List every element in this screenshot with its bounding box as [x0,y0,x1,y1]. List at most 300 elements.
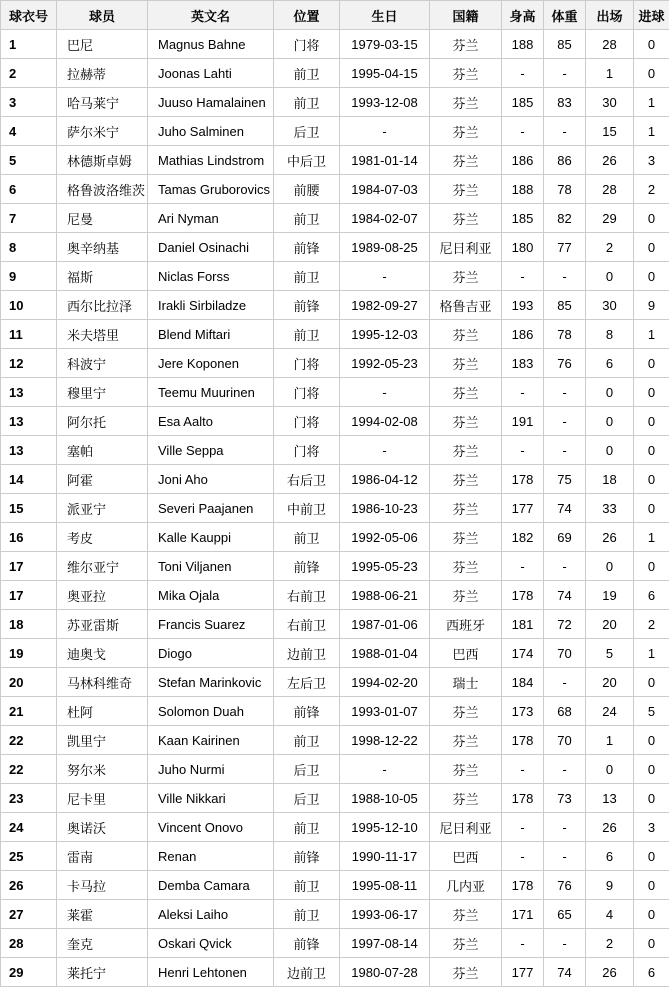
cell-goals: 0 [634,755,669,784]
cell-number: 23 [1,784,57,813]
cell-number: 29 [1,958,57,987]
cell-appearances: 28 [586,175,634,204]
cell-position: 前卫 [274,88,340,117]
cell-appearances: 0 [586,262,634,291]
cell-height: 184 [502,668,544,697]
cell-position: 前卫 [274,262,340,291]
cell-appearances: 6 [586,842,634,871]
cell-position: 边前卫 [274,958,340,987]
cell-nationality: 芬兰 [430,552,502,581]
cell-nationality: 芬兰 [430,581,502,610]
cell-name: 迪奥戈 [57,639,148,668]
table-row [1,900,669,929]
cell-nationality: 尼日利亚 [430,233,502,262]
cell-name: 林德斯卓姆 [57,146,148,175]
cell-goals: 0 [634,59,669,88]
cell-nationality: 芬兰 [430,697,502,726]
cell-number: 11 [1,320,57,349]
cell-height: - [502,262,544,291]
table-row [1,842,669,871]
cell-name: 凯里宁 [57,726,148,755]
cell-nationality: 芬兰 [430,465,502,494]
cell-height: - [502,59,544,88]
cell-weight: 78 [544,175,586,204]
cell-birthday: 1993-12-08 [340,88,430,117]
cell-goals: 1 [634,117,669,146]
cell-number: 20 [1,668,57,697]
cell-english-name: Mika Ojala [148,581,274,610]
cell-appearances: 18 [586,465,634,494]
cell-english-name: Esa Aalto [148,407,274,436]
cell-position: 前卫 [274,900,340,929]
cell-nationality: 芬兰 [430,958,502,987]
cell-number: 3 [1,88,57,117]
cell-weight: 70 [544,639,586,668]
table-row [1,378,669,407]
cell-name: 考皮 [57,523,148,552]
cell-weight: 74 [544,494,586,523]
cell-number: 12 [1,349,57,378]
cell-english-name: Severi Paajanen [148,494,274,523]
cell-birthday: - [340,262,430,291]
cell-birthday: - [340,378,430,407]
cell-appearances: 5 [586,639,634,668]
cell-height: 193 [502,291,544,320]
cell-appearances: 26 [586,523,634,552]
cell-position: 右前卫 [274,610,340,639]
cell-weight: - [544,842,586,871]
cell-weight: 74 [544,958,586,987]
cell-position: 前卫 [274,871,340,900]
cell-number: 15 [1,494,57,523]
cell-position: 右前卫 [274,581,340,610]
cell-english-name: Oskari Qvick [148,929,274,958]
cell-nationality: 芬兰 [430,494,502,523]
cell-nationality: 巴西 [430,842,502,871]
cell-weight: - [544,436,586,465]
cell-height: 188 [502,30,544,59]
table-row [1,117,669,146]
cell-nationality: 芬兰 [430,349,502,378]
header-row [1,1,669,30]
cell-name: 奥辛纳基 [57,233,148,262]
cell-name: 维尔亚宁 [57,552,148,581]
cell-goals: 0 [634,900,669,929]
cell-nationality: 芬兰 [430,726,502,755]
cell-height: 185 [502,88,544,117]
cell-birthday: 1979-03-15 [340,30,430,59]
cell-birthday: 1995-08-11 [340,871,430,900]
cell-number: 5 [1,146,57,175]
cell-goals: 0 [634,378,669,407]
cell-height: 186 [502,320,544,349]
table-row [1,436,669,465]
cell-goals: 5 [634,697,669,726]
table-row [1,465,669,494]
cell-name: 塞帕 [57,436,148,465]
cell-birthday: 1980-07-28 [340,958,430,987]
cell-name: 福斯 [57,262,148,291]
cell-height: - [502,436,544,465]
table-row [1,407,669,436]
cell-name: 尼卡里 [57,784,148,813]
cell-position: 前锋 [274,233,340,262]
cell-english-name: Tamas Gruborovics [148,175,274,204]
table-row [1,349,669,378]
cell-english-name: Aleksi Laiho [148,900,274,929]
table-row [1,697,669,726]
cell-weight: - [544,59,586,88]
cell-height: 177 [502,958,544,987]
cell-appearances: 0 [586,755,634,784]
cell-position: 前卫 [274,59,340,88]
cell-birthday: 1986-10-23 [340,494,430,523]
cell-weight: - [544,552,586,581]
cell-birthday: 1986-04-12 [340,465,430,494]
cell-height: - [502,378,544,407]
cell-height: 191 [502,407,544,436]
column-header-height: 身高 [502,1,544,30]
cell-nationality: 芬兰 [430,320,502,349]
cell-appearances: 30 [586,291,634,320]
cell-number: 14 [1,465,57,494]
cell-birthday: 1981-01-14 [340,146,430,175]
cell-number: 28 [1,929,57,958]
cell-number: 19 [1,639,57,668]
cell-position: 前锋 [274,929,340,958]
cell-height: 188 [502,175,544,204]
cell-birthday: 1987-01-06 [340,610,430,639]
cell-number: 17 [1,552,57,581]
table-row [1,726,669,755]
cell-name: 卡马拉 [57,871,148,900]
cell-english-name: Demba Camara [148,871,274,900]
column-header-position: 位置 [274,1,340,30]
cell-weight: 75 [544,465,586,494]
cell-height: - [502,552,544,581]
cell-position: 中前卫 [274,494,340,523]
cell-number: 21 [1,697,57,726]
cell-position: 后卫 [274,755,340,784]
cell-english-name: Toni Viljanen [148,552,274,581]
cell-number: 7 [1,204,57,233]
cell-english-name: Kalle Kauppi [148,523,274,552]
cell-nationality: 巴西 [430,639,502,668]
cell-weight: - [544,262,586,291]
cell-name: 穆里宁 [57,378,148,407]
cell-nationality: 芬兰 [430,59,502,88]
cell-name: 奎克 [57,929,148,958]
cell-number: 6 [1,175,57,204]
table-row [1,494,669,523]
cell-position: 前卫 [274,204,340,233]
cell-appearances: 13 [586,784,634,813]
cell-appearances: 26 [586,813,634,842]
column-header-english-name: 英文名 [148,1,274,30]
cell-appearances: 33 [586,494,634,523]
cell-goals: 6 [634,958,669,987]
table-row [1,958,669,987]
cell-nationality: 几内亚 [430,871,502,900]
cell-weight: 86 [544,146,586,175]
cell-goals: 0 [634,204,669,233]
cell-birthday: 1998-12-22 [340,726,430,755]
cell-goals: 0 [634,233,669,262]
table-row [1,784,669,813]
cell-nationality: 芬兰 [430,378,502,407]
cell-name: 尼曼 [57,204,148,233]
cell-appearances: 28 [586,30,634,59]
cell-name: 萨尔米宁 [57,117,148,146]
cell-name: 阿霍 [57,465,148,494]
cell-birthday: 1995-12-10 [340,813,430,842]
cell-name: 苏亚雷斯 [57,610,148,639]
column-header-goals: 进球 [634,1,669,30]
cell-english-name: Jere Koponen [148,349,274,378]
cell-number: 22 [1,726,57,755]
cell-birthday: - [340,436,430,465]
cell-height: - [502,117,544,146]
cell-appearances: 6 [586,349,634,378]
cell-birthday: 1988-01-04 [340,639,430,668]
cell-birthday: 1997-08-14 [340,929,430,958]
cell-name: 哈马莱宁 [57,88,148,117]
cell-english-name: Ville Seppa [148,436,274,465]
cell-goals: 1 [634,639,669,668]
cell-english-name: Ville Nikkari [148,784,274,813]
cell-english-name: Solomon Duah [148,697,274,726]
cell-number: 10 [1,291,57,320]
cell-nationality: 芬兰 [430,755,502,784]
cell-goals: 0 [634,552,669,581]
cell-birthday: 1988-10-05 [340,784,430,813]
cell-name: 马林科维奇 [57,668,148,697]
table-row [1,233,669,262]
cell-english-name: Teemu Muurinen [148,378,274,407]
cell-appearances: 1 [586,59,634,88]
cell-appearances: 9 [586,871,634,900]
cell-birthday: 1992-05-23 [340,349,430,378]
cell-name: 西尔比拉泽 [57,291,148,320]
cell-weight: 77 [544,233,586,262]
cell-weight: 76 [544,349,586,378]
cell-weight: - [544,117,586,146]
cell-goals: 0 [634,349,669,378]
cell-number: 13 [1,378,57,407]
cell-goals: 0 [634,726,669,755]
cell-goals: 0 [634,871,669,900]
cell-position: 门将 [274,349,340,378]
cell-nationality: 芬兰 [430,407,502,436]
cell-goals: 3 [634,813,669,842]
cell-name: 奥诺沃 [57,813,148,842]
cell-nationality: 芬兰 [430,175,502,204]
cell-english-name: Vincent Onovo [148,813,274,842]
cell-birthday: 1992-05-06 [340,523,430,552]
cell-goals: 0 [634,929,669,958]
cell-number: 17 [1,581,57,610]
cell-position: 前锋 [274,552,340,581]
cell-goals: 2 [634,175,669,204]
cell-birthday: - [340,117,430,146]
cell-height: 183 [502,349,544,378]
cell-birthday: 1989-08-25 [340,233,430,262]
cell-appearances: 8 [586,320,634,349]
cell-number: 2 [1,59,57,88]
cell-number: 8 [1,233,57,262]
cell-position: 门将 [274,378,340,407]
table-row [1,320,669,349]
cell-weight: 70 [544,726,586,755]
cell-name: 奥亚拉 [57,581,148,610]
cell-english-name: Stefan Marinkovic [148,668,274,697]
cell-goals: 0 [634,784,669,813]
cell-nationality: 芬兰 [430,784,502,813]
cell-height: 178 [502,784,544,813]
cell-position: 门将 [274,30,340,59]
cell-goals: 6 [634,581,669,610]
cell-birthday: 1995-04-15 [340,59,430,88]
column-header-number: 球衣号 [1,1,57,30]
cell-nationality: 芬兰 [430,30,502,59]
table-row [1,755,669,784]
cell-height: - [502,755,544,784]
cell-appearances: 19 [586,581,634,610]
cell-number: 13 [1,436,57,465]
cell-weight: - [544,813,586,842]
cell-position: 中后卫 [274,146,340,175]
cell-nationality: 芬兰 [430,900,502,929]
cell-height: - [502,813,544,842]
table-row [1,523,669,552]
cell-weight: 76 [544,871,586,900]
cell-birthday: 1982-09-27 [340,291,430,320]
table-row [1,668,669,697]
cell-appearances: 1 [586,726,634,755]
cell-english-name: Kaan Kairinen [148,726,274,755]
cell-english-name: Joonas Lahti [148,59,274,88]
cell-weight: - [544,755,586,784]
cell-position: 后卫 [274,117,340,146]
cell-goals: 0 [634,668,669,697]
table-row [1,146,669,175]
table-header [1,1,669,30]
cell-position: 门将 [274,407,340,436]
cell-english-name: Renan [148,842,274,871]
column-header-appearances: 出场 [586,1,634,30]
cell-number: 4 [1,117,57,146]
cell-position: 前锋 [274,697,340,726]
cell-english-name: Juho Nurmi [148,755,274,784]
cell-english-name: Juho Salminen [148,117,274,146]
table-row [1,813,669,842]
cell-goals: 1 [634,320,669,349]
cell-english-name: Blend Miftari [148,320,274,349]
cell-goals: 0 [634,30,669,59]
cell-position: 前卫 [274,726,340,755]
cell-height: 171 [502,900,544,929]
cell-number: 18 [1,610,57,639]
cell-weight: 82 [544,204,586,233]
cell-name: 米夫塔里 [57,320,148,349]
cell-english-name: Juuso Hamalainen [148,88,274,117]
cell-english-name: Daniel Osinachi [148,233,274,262]
cell-height: - [502,842,544,871]
table-row [1,552,669,581]
cell-position: 前卫 [274,813,340,842]
table-row [1,262,669,291]
cell-name: 科波宁 [57,349,148,378]
table-row [1,88,669,117]
table-row [1,30,669,59]
cell-nationality: 芬兰 [430,262,502,291]
cell-goals: 1 [634,523,669,552]
cell-name: 格鲁波洛维茨 [57,175,148,204]
cell-name: 雷南 [57,842,148,871]
column-header-weight: 体重 [544,1,586,30]
cell-name: 拉赫蒂 [57,59,148,88]
cell-goals: 1 [634,88,669,117]
cell-goals: 0 [634,436,669,465]
cell-position: 边前卫 [274,639,340,668]
cell-appearances: 30 [586,88,634,117]
cell-appearances: 26 [586,146,634,175]
cell-weight: - [544,929,586,958]
cell-height: 173 [502,697,544,726]
column-header-birthday: 生日 [340,1,430,30]
cell-position: 前锋 [274,291,340,320]
cell-height: 182 [502,523,544,552]
cell-height: 178 [502,465,544,494]
cell-goals: 0 [634,407,669,436]
cell-number: 16 [1,523,57,552]
cell-english-name: Ari Nyman [148,204,274,233]
cell-number: 24 [1,813,57,842]
cell-goals: 0 [634,262,669,291]
cell-name: 杜阿 [57,697,148,726]
cell-appearances: 29 [586,204,634,233]
cell-position: 门将 [274,436,340,465]
cell-name: 莱托宁 [57,958,148,987]
cell-weight: 78 [544,320,586,349]
cell-appearances: 20 [586,610,634,639]
cell-appearances: 26 [586,958,634,987]
cell-position: 后卫 [274,784,340,813]
cell-goals: 0 [634,842,669,871]
cell-birthday: 1984-02-07 [340,204,430,233]
cell-position: 左后卫 [274,668,340,697]
cell-name: 阿尔托 [57,407,148,436]
cell-nationality: 芬兰 [430,88,502,117]
cell-appearances: 24 [586,697,634,726]
cell-appearances: 4 [586,900,634,929]
cell-position: 右后卫 [274,465,340,494]
cell-english-name: Henri Lehtonen [148,958,274,987]
cell-name: 巴尼 [57,30,148,59]
cell-nationality: 芬兰 [430,929,502,958]
cell-number: 27 [1,900,57,929]
cell-weight: - [544,407,586,436]
cell-nationality: 芬兰 [430,146,502,175]
cell-position: 前锋 [274,842,340,871]
cell-english-name: Diogo [148,639,274,668]
table-row [1,204,669,233]
cell-birthday: - [340,755,430,784]
cell-english-name: Joni Aho [148,465,274,494]
cell-height: 177 [502,494,544,523]
table-row [1,291,669,320]
cell-position: 前腰 [274,175,340,204]
